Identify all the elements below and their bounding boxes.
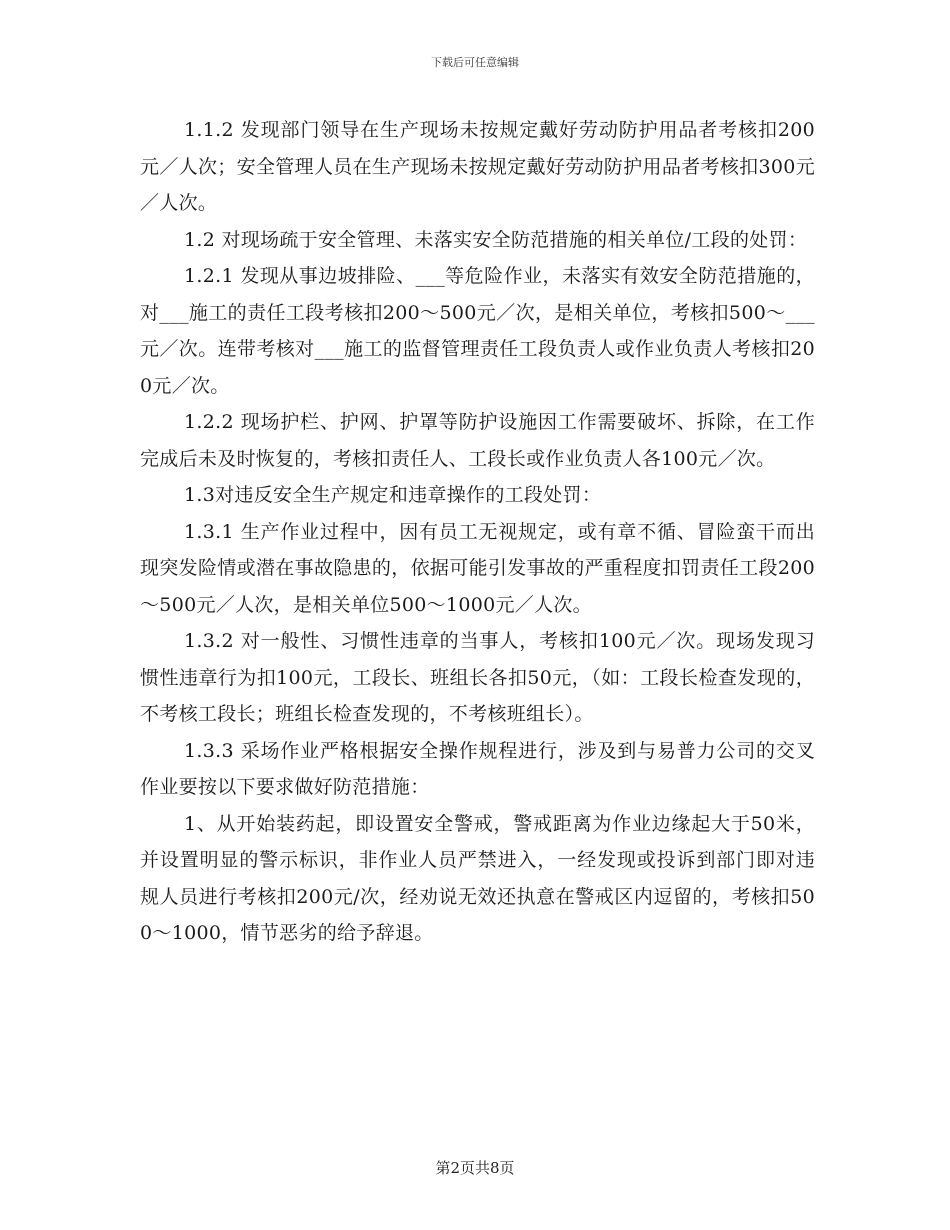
document-body — [140, 112, 815, 952]
paragraph-1-2: 1.2 对现场疏于安全管理、未落实安全防范措施的相关单位/工段的处罚： — [184, 228, 808, 251]
paragraph-item-1: 1、从开始装药起，即设置安全警戒，警戒距离为作业边缘起大于50米，并设置明显的警示标识，非作业人员严禁进入，一经发现或投诉到部门即对违规人员进行考核扣200元/次，经劝说无效还执意在警戒区内逗留的，考核扣500～1000，情节恶劣的给予辞退。 — [140, 812, 815, 944]
paragraph-1-3-1: 1.3.1 生产作业过程中，因有员工无视规定，或有章不循、冒险蛮干而出现突发险情或潜在事故隐患的，依据可能引发事故的严重程度扣罚责任工段200～500元／人次，是相关单位500～1000元／人次。 — [140, 520, 815, 616]
paragraph-1-2-1: 1.2.1 发现从事边坡排险、___等危险作业，未落实有效安全防范措施的，对___施工的责任工段考核扣200～500元／次，是相关单位，考核扣500～___元／次。连带考核对___施工的监督管理责任工段负责人或作业负责人考核扣200元／次。 — [140, 265, 815, 397]
paragraph-1-3: 1.3对违反安全生产规定和违章操作的工段处罚： — [184, 484, 602, 506]
page-header-note: 下载后可任意编辑 — [431, 56, 519, 69]
page-number: 第2页共8页 — [435, 1159, 515, 1177]
paragraph-1-1-2: 1.1.2 发现部门领导在生产现场未按规定戴好劳动防护用品者考核扣200元／人次；安全管理人员在生产现场未按规定戴好劳动防护用品者考核扣300元／人次。 — [140, 119, 815, 214]
paragraph-1-2-2: 1.2.2 现场护栏、护网、护罩等防护设施因工作需要破坏、拆除，在工作完成后未及时恢复的，考核扣责任人、工段长或作业负责人各100元／次。 — [140, 411, 815, 470]
paragraph-1-3-2: 1.3.2 对一般性、习惯性违章的当事人，考核扣100元／次。现场发现习惯性违章行为扣100元，工段长、班组长各扣50元，（如：工段长检查发现的，不考核工段长；班组长检查发现的，不考核班组长）。 — [140, 630, 815, 725]
paragraph-1-3-3: 1.3.3 采场作业严格根据安全操作规程进行，涉及到与易普力公司的交叉作业要按以下要求做好防范措施： — [140, 739, 815, 798]
